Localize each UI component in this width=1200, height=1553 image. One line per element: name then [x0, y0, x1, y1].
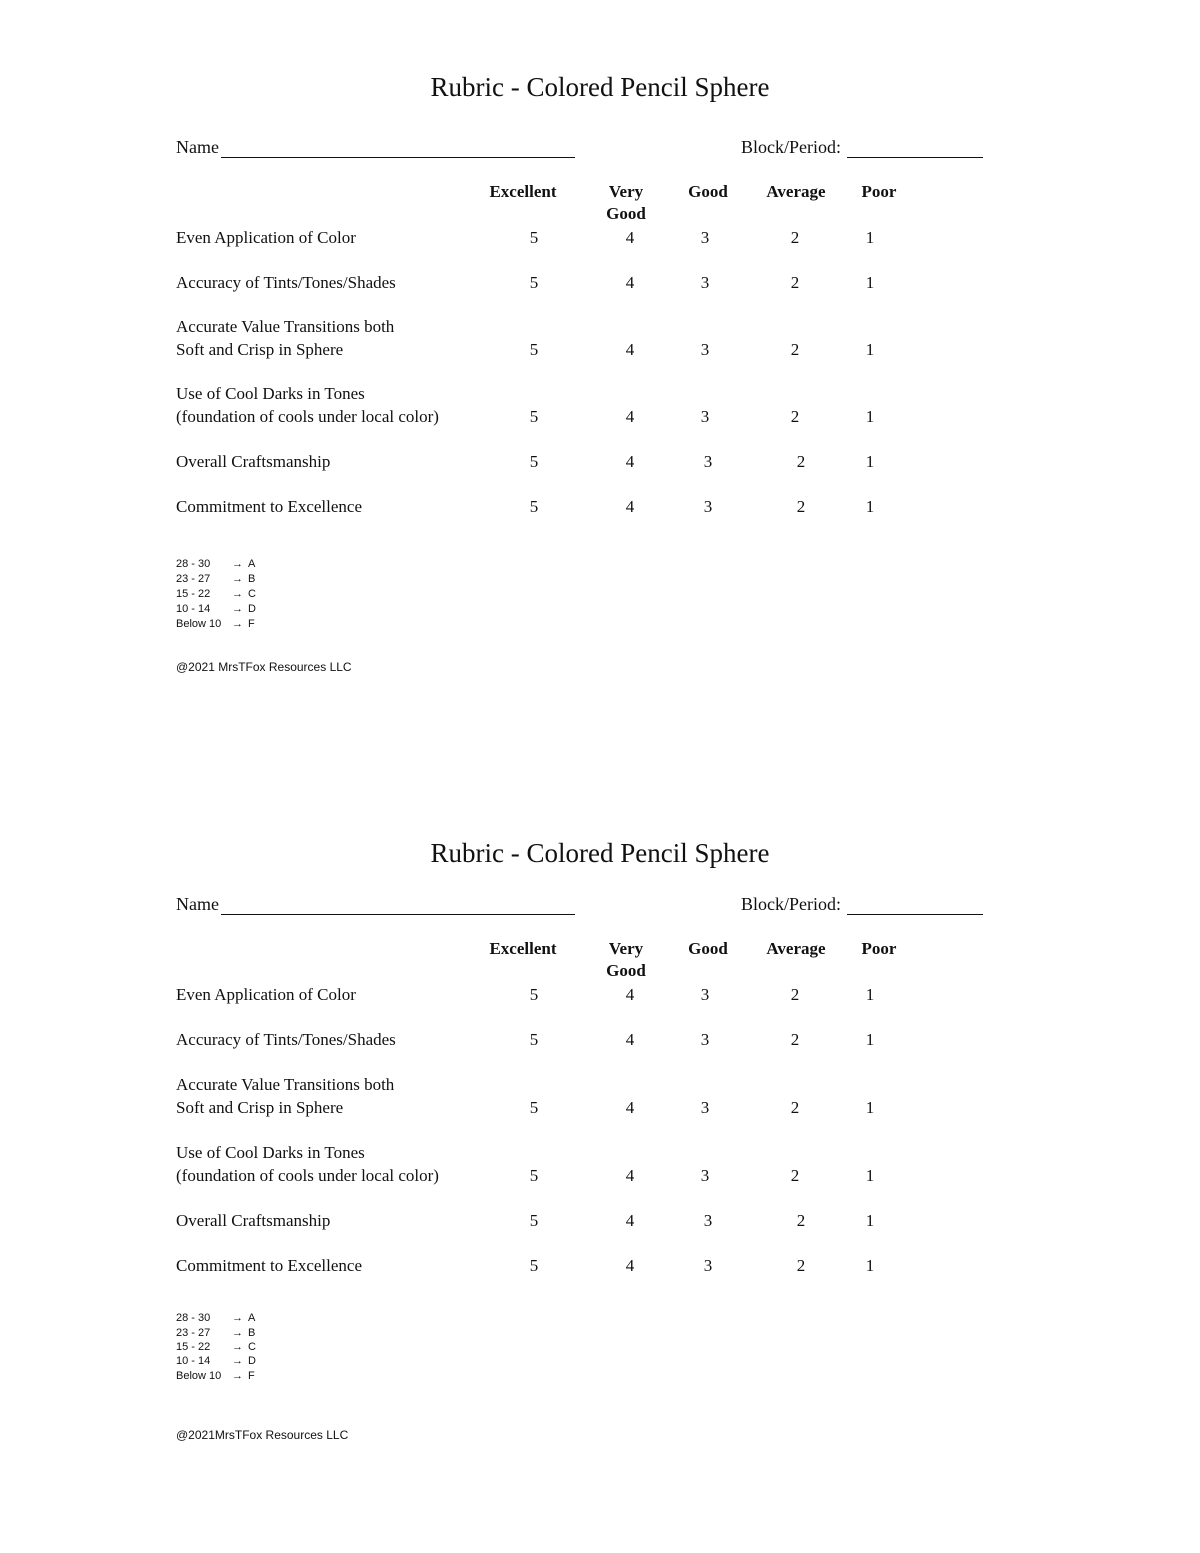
- score-average[interactable]: 2: [796, 452, 806, 471]
- score-excellent[interactable]: 5: [529, 452, 539, 471]
- column-header-average: Average: [766, 939, 826, 958]
- column-header-excellent: Excellent: [489, 182, 557, 201]
- grade-row: 28 - 30 → A: [176, 1312, 256, 1324]
- grade-row: Below 10 → F: [176, 1370, 255, 1382]
- name-field: [176, 136, 575, 158]
- arrow-icon: →: [232, 558, 243, 570]
- column-header-poor: Poor: [861, 182, 897, 201]
- score-excellent[interactable]: 5: [529, 407, 539, 426]
- score-poor[interactable]: 1: [865, 273, 875, 292]
- column-header-excellent: Excellent: [489, 939, 557, 958]
- arrow-icon: →: [232, 1312, 243, 1324]
- grade-row: Below 10 → F: [176, 618, 255, 630]
- score-average[interactable]: 2: [796, 1211, 806, 1230]
- score-excellent[interactable]: 5: [529, 1030, 539, 1049]
- criterion-cool-darks: Use of Cool Darks in Tones (foundation of cools under local color): [176, 1143, 439, 1185]
- score-very-good[interactable]: 4: [625, 340, 635, 359]
- score-excellent[interactable]: 5: [529, 1098, 539, 1117]
- column-header-very-good: Very Good: [606, 939, 646, 980]
- criterion-commitment: Commitment to Excellence: [176, 1256, 363, 1275]
- block-period-field: [741, 136, 983, 158]
- score-good[interactable]: 3: [703, 1211, 713, 1230]
- name-label: Name: [176, 137, 219, 157]
- criterion-craftsmanship: Overall Craftsmanship: [176, 1211, 331, 1230]
- score-very-good[interactable]: 4: [625, 985, 635, 1004]
- grade-row: 10 - 14 → D: [176, 603, 256, 615]
- column-header-average: Average: [766, 182, 826, 201]
- criterion-cool-darks: Use of Cool Darks in Tones (foundation of cools under local color): [176, 384, 439, 426]
- score-good[interactable]: 3: [703, 452, 713, 471]
- block-period-line[interactable]: [847, 139, 983, 158]
- criterion-accuracy-tints: Accuracy of Tints/Tones/Shades: [176, 1030, 396, 1049]
- block-period-label: Block/Period:: [741, 894, 841, 914]
- score-good[interactable]: 3: [703, 497, 713, 516]
- block-period-line[interactable]: [847, 896, 983, 915]
- column-header-good: Good: [688, 939, 728, 958]
- block-period-label: Block/Period:: [741, 137, 841, 157]
- score-excellent[interactable]: 5: [529, 497, 539, 516]
- score-very-good[interactable]: 4: [625, 1211, 635, 1230]
- arrow-icon: →: [232, 573, 243, 585]
- score-poor[interactable]: 1: [865, 1256, 875, 1275]
- score-average[interactable]: 2: [790, 1030, 800, 1049]
- score-very-good[interactable]: 4: [625, 1030, 635, 1049]
- score-excellent[interactable]: 5: [529, 273, 539, 292]
- score-very-good[interactable]: 4: [625, 407, 635, 426]
- column-header-good: Good: [688, 182, 728, 201]
- criterion-value-transitions: Accurate Value Transitions both Soft and Crisp in Sphere: [176, 1075, 395, 1117]
- arrow-icon: →: [232, 588, 243, 600]
- score-very-good[interactable]: 4: [625, 228, 635, 247]
- score-average[interactable]: 2: [790, 273, 800, 292]
- score-average[interactable]: 2: [796, 1256, 806, 1275]
- arrow-icon: →: [232, 1355, 243, 1367]
- score-average[interactable]: 2: [790, 340, 800, 359]
- criterion-accuracy-tints: Accuracy of Tints/Tones/Shades: [176, 273, 396, 292]
- score-very-good[interactable]: 4: [625, 452, 635, 471]
- rubric-title: Rubric - Colored Pencil Sphere: [430, 72, 770, 102]
- score-good[interactable]: 3: [700, 273, 710, 292]
- block-period-field: [741, 893, 983, 915]
- score-average[interactable]: 2: [790, 407, 800, 426]
- criterion-value-transitions: Accurate Value Transitions both Soft and Crisp in Sphere: [176, 317, 395, 359]
- score-good[interactable]: 3: [700, 1030, 710, 1049]
- score-excellent[interactable]: 5: [529, 1211, 539, 1230]
- grade-row: 23 - 27 → B: [176, 573, 256, 585]
- score-good[interactable]: 3: [700, 407, 710, 426]
- score-average[interactable]: 2: [790, 985, 800, 1004]
- score-excellent[interactable]: 5: [529, 1256, 539, 1275]
- score-poor[interactable]: 1: [865, 407, 875, 426]
- score-very-good[interactable]: 4: [625, 497, 635, 516]
- arrow-icon: →: [232, 1370, 243, 1382]
- score-very-good[interactable]: 4: [625, 1256, 635, 1275]
- criterion-craftsmanship: Overall Craftsmanship: [176, 452, 331, 471]
- score-very-good[interactable]: 4: [625, 273, 635, 292]
- name-field: [176, 893, 575, 915]
- criterion-even-application: Even Application of Color: [176, 228, 356, 247]
- grade-row: 15 - 22 → C: [176, 1341, 256, 1353]
- score-poor[interactable]: 1: [865, 228, 875, 247]
- column-header-very-good: Very Good: [606, 182, 646, 223]
- score-poor[interactable]: 1: [865, 1211, 875, 1230]
- score-excellent[interactable]: 5: [529, 228, 539, 247]
- name-line[interactable]: [221, 139, 575, 158]
- score-excellent[interactable]: 5: [529, 1166, 539, 1185]
- score-good[interactable]: 3: [700, 1166, 710, 1185]
- score-very-good[interactable]: 4: [625, 1098, 635, 1117]
- score-poor[interactable]: 1: [865, 340, 875, 359]
- score-average[interactable]: 2: [796, 497, 806, 516]
- score-poor[interactable]: 1: [865, 452, 875, 471]
- score-good[interactable]: 3: [703, 1256, 713, 1275]
- arrow-icon: →: [232, 1341, 243, 1353]
- rubric-title: Rubric - Colored Pencil Sphere: [430, 838, 770, 868]
- grade-row: 15 - 22 → C: [176, 588, 256, 600]
- score-average[interactable]: 2: [790, 1166, 800, 1185]
- score-very-good[interactable]: 4: [625, 1166, 635, 1185]
- arrow-icon: →: [232, 603, 243, 615]
- score-poor[interactable]: 1: [865, 1098, 875, 1117]
- score-good[interactable]: 3: [700, 340, 710, 359]
- score-good[interactable]: 3: [700, 228, 710, 247]
- criterion-commitment: Commitment to Excellence: [176, 497, 363, 516]
- name-label: Name: [176, 894, 219, 914]
- score-good[interactable]: 3: [700, 985, 710, 1004]
- score-poor[interactable]: 1: [865, 985, 875, 1004]
- score-good[interactable]: 3: [700, 1098, 710, 1117]
- grade-row: 28 - 30 → A: [176, 558, 256, 570]
- score-average[interactable]: 2: [790, 1098, 800, 1117]
- grade-row: 23 - 27 → B: [176, 1327, 256, 1339]
- score-poor[interactable]: 1: [865, 497, 875, 516]
- score-average[interactable]: 2: [790, 228, 800, 247]
- score-excellent[interactable]: 5: [529, 340, 539, 359]
- name-line[interactable]: [221, 896, 575, 915]
- score-poor[interactable]: 1: [865, 1030, 875, 1049]
- arrow-icon: →: [232, 1327, 243, 1339]
- column-header-poor: Poor: [861, 939, 897, 958]
- copyright: @2021 MrsTFox Resources LLC: [176, 660, 352, 674]
- copyright: @2021MrsTFox Resources LLC: [176, 1428, 349, 1442]
- score-excellent[interactable]: 5: [529, 985, 539, 1004]
- arrow-icon: →: [232, 618, 243, 630]
- criterion-even-application: Even Application of Color: [176, 985, 356, 1004]
- grade-row: 10 - 14 → D: [176, 1355, 256, 1367]
- score-poor[interactable]: 1: [865, 1166, 875, 1185]
